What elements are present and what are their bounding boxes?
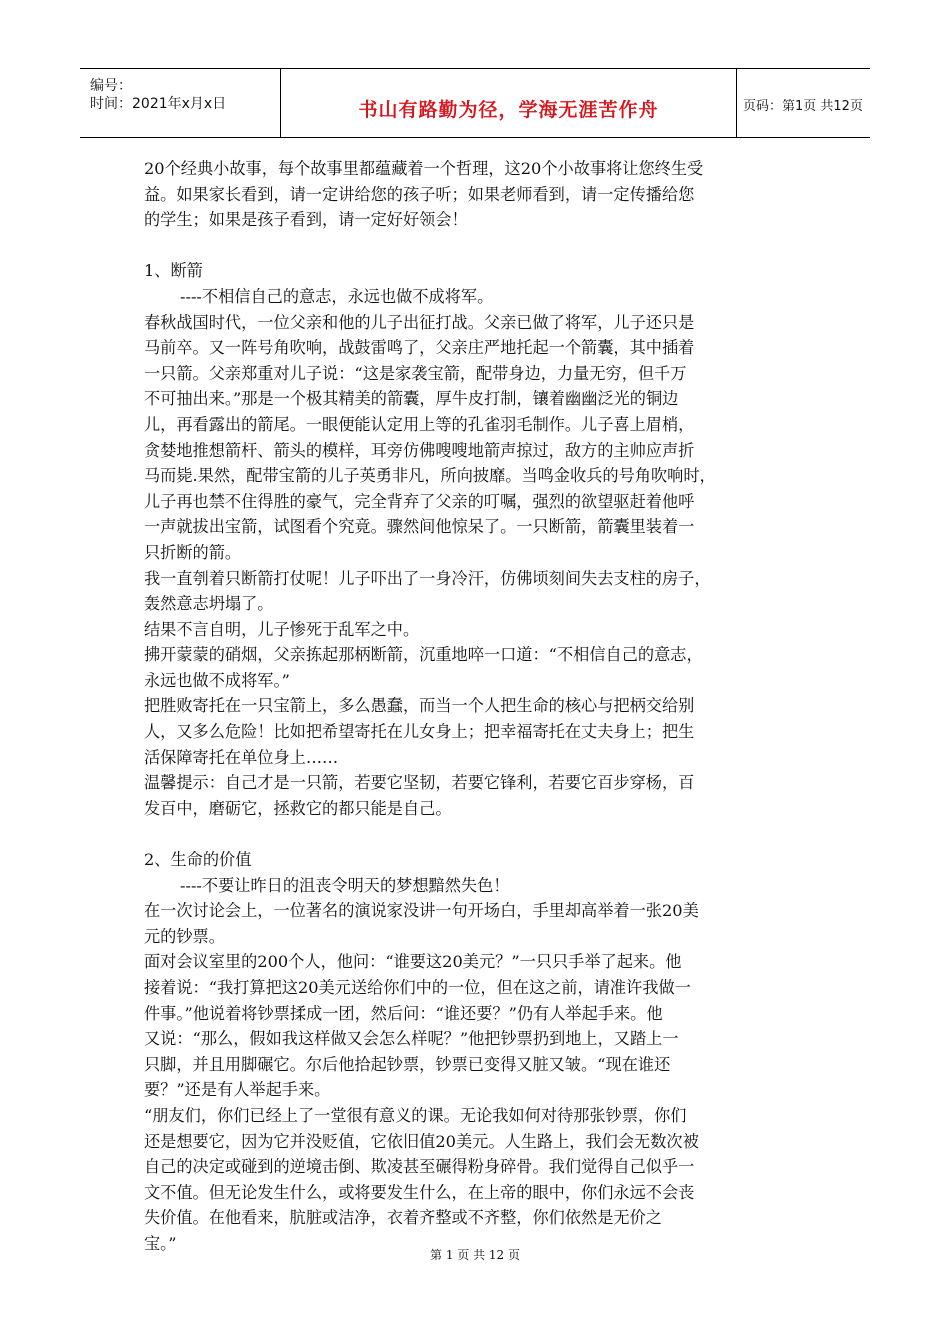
text-line: 还是想要它，因为它并没贬值，它依旧值20美元。人生路上，我们会无数次被 [144, 1131, 699, 1151]
header-meta-cell [80, 69, 281, 137]
text-line: 我一直刳着只断箭打仗呢！儿子吓出了一身冷汗，仿佛顷刻间失去支柱的房子， [144, 568, 711, 588]
motto-text: 书山有路勤为径，学海无涯苦作舟 [358, 99, 659, 121]
text-line: 结果不言自明，儿子惨死于乱军之中。 [144, 619, 420, 639]
number-label: 编号： [90, 78, 132, 94]
text-line: 件事。”他说着将钞票揉成一团，然后问：“谁还要？”仍有人举起手来。他 [144, 1003, 663, 1023]
text-line: 不可抽出来。”那是一个极其精美的箭囊，厚牛皮打制，镶着幽幽泛光的铜边 [144, 389, 679, 409]
text-line: 失价值。在他看来，肮脏或洁净，衣着齐整或不齐整，你们依然是无价之 [144, 1208, 662, 1228]
story-subtitle: ----不要让昨日的沮丧令明天的梦想黯然失色！ [180, 875, 510, 895]
intro-line: 益。如果家长看到，请一定讲给您的孩子听；如果老师看到，请一定传播给您 [144, 184, 695, 204]
text-line: 永远也做不成将军。” [144, 670, 290, 690]
text-line: 活保障寄托在单位身上…… [144, 747, 339, 767]
text-line: 只脚，并且用脚碾它。尔后他拾起钞票，钞票已变得又脏又皱。“现在谁还 [144, 1054, 671, 1074]
story-body [144, 310, 816, 822]
text-line: 接着说：“我打算把这20美元送给你们中的一位，但在这之前，请准许我做一 [144, 978, 691, 997]
text-line: 要？”还是有人举起手来。 [144, 1080, 331, 1100]
text-line: 儿子再也禁不住得胜的豪气，完全背弃了父亲的叮嘱，强烈的欲望驱赶着他呼 [144, 491, 695, 511]
text-line: 马前卒。又一阵号角吹响，战鼓雷鸣了，父亲庄严地托起一个箭囊，其中插着 [144, 338, 695, 358]
header-table [80, 68, 870, 138]
story-body [144, 898, 816, 1256]
intro-line: 20个经典小故事，每个故事里都蕴藏着一个哲理，这20个小故事将让您终生受 [144, 159, 704, 178]
text-line: 温馨提示：自己才是一只箭，若要它坚韧，若要它锋利，若要它百步穿杨，百 [144, 773, 695, 793]
text-line: 在一次讨论会上，一位著名的演说家没讲一句开场白，手里却高举着一张20美 [144, 901, 699, 921]
story-title: 2、生命的价值 [144, 850, 252, 870]
text-line: 发百中，磨砺它，拯救它的都只能是自己。 [144, 798, 452, 818]
text-line: 人，又多么危险！比如把希望寄托在儿女身上；把幸福寄托在丈夫身上；把生 [144, 722, 695, 742]
text-line: 把胜败寄托在一只宝箭上，多么愚蠢，而当一个人把生命的核心与把柄交给别 [144, 696, 695, 716]
text-line: 春秋战国时代，一位父亲和他的儿子出征打战。父亲已做了将军，儿子还只是 [144, 312, 695, 332]
text-line: 文不值。但无论发生什么，或将要发生什么，在上帝的眼中，你们永远不会丧 [144, 1182, 695, 1202]
spacer [144, 821, 816, 847]
header-motto-cell [281, 69, 737, 137]
text-line: “朋友们，你们已经上了一堂很有意义的课。无论我如何对待那张钞票，你们 [144, 1105, 687, 1125]
text-line: 面对会议室里的200个人，他问：“谁要这20美元？”一只只手举了起来。他 [144, 952, 682, 972]
intro-line: 的学生；如果是孩子看到，请一定好好领会！ [144, 210, 468, 230]
text-line: 宝。” [144, 1233, 177, 1253]
story-subtitle: ----不相信自己的意志，永远也做不成将军。 [180, 286, 494, 306]
time-label: 时间：2021年x月x日 [90, 96, 227, 112]
text-line: 元的钞票。 [144, 926, 225, 946]
text-line: 一只箭。父亲郑重对儿子说：“这是家袭宝箭，配带身边，力量无穷，但千万 [144, 363, 687, 383]
text-line: 拂开蒙蒙的硝烟，父亲拣起那柄断箭，沉重地啐一口道：“不相信自己的意志， [144, 645, 703, 665]
text-line: 又说：“那么，假如我这样做又会怎么样呢？”他把钞票扔到地上，又踏上一 [144, 1029, 679, 1049]
spacer [144, 233, 816, 259]
text-line: 马而毙.果然，配带宝箭的儿子英勇非凡，所向披靡。当鸣金收兵的号角吹响时， [144, 466, 716, 486]
text-line: 轰然意志坍塌了。 [144, 594, 274, 614]
document-body [144, 156, 816, 1257]
text-line: 贪婪地推想箭杆、箭头的模样，耳旁仿佛嗖嗖地箭声掠过，敌方的主帅应声折 [144, 440, 695, 460]
text-line: 自己的决定或碰到的逆境击倒、欺凌甚至碾得粉身碎骨。我们觉得自己似乎一 [144, 1157, 695, 1177]
text-line: 一声就拔出宝箭，试图看个究竟。骤然间他惊呆了。一只断箭，箭囊里装着一 [144, 517, 695, 537]
text-line: 儿，再看露出的箭尾。一眼便能认定用上等的孔雀羽毛制作。儿子喜上眉梢， [144, 414, 695, 434]
header-page-cell [737, 69, 870, 137]
text-line: 只折断的箭。 [144, 542, 242, 562]
page-info: 页码：第1页 共12页 [743, 99, 863, 114]
story-title: 1、断箭 [144, 261, 203, 281]
page-footer: 第 1 页 共 12 页 [430, 1248, 520, 1262]
